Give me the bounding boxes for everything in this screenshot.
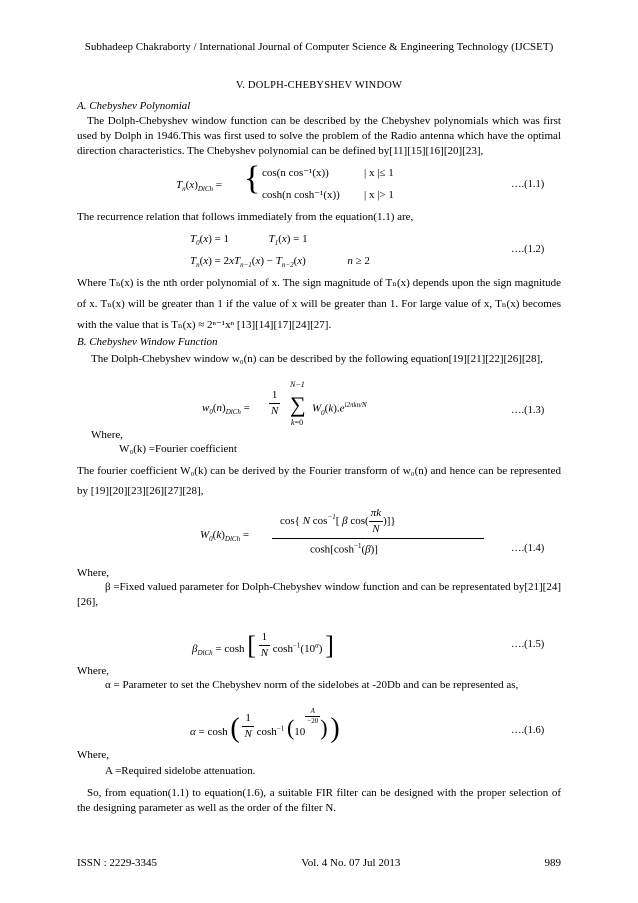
footer-volume: Vol. 4 No. 07 Jul 2013 xyxy=(301,857,401,869)
paper-page: Subhadeep Chakraborty / International Journal of Computer Science & Engineering Technology (IJCSET) V. DOLPH-CHEBYSHEV WINDOW A. Chebyshev Polynomial The Dolph-Chebyshev window function can be described by the Chebyshev polynomials which was first used by Dolph in 1946.This was first used to solve the problem of the Radio antenna which have the optimal direction characteristics. The Chebyshev polynomial can be defined by[11][15][16][20][23], $T_n(x)_{DlCh}$ = { cos(n cos⁻¹(x)) | x |≤ 1 cosh(n cosh⁻¹(x)) | x |> 1 ….(1.1) The recurrence relation that follows immediately from the equation(1.1) are, $T_0(x) = 1$ $T_1(x) = 1$ $T_n(x) = 2xT_{n-1}(x) - T_{n-2}(x) n \ge 2$ ….(1.2) Where Tₙ(x) is the nth order polynomial of x. The sign magnitude of Tₙ(x) depends upon the sign magnitude of x. Tₙ(x) will be greater than 1 if the value of x will be greater than 1. For large value of x, Tₙ(x) becomes with the value that is Tₙ(x) ≈ 2ⁿ⁻¹xⁿ [13][14][17][24][27]. B. Chebyshev Window Function The Dolph-Chebyshev window w₀(n) can be described by the following equation[19][21][22][26][28], $w_0(n)_{DlCh}$ = $\frac{1}{N}$ N−1 ∑ k=0 $W_0(k).e^{i2\pi kn/N}$ ….(1.3) Where, W₀(k) =Fourier coefficient The fourier coefficient W₀(k) can be derived by the Fourier transform of w₀(n) and hence can be represented by [19][20][23][26][27][28], $W_0(k)_{DlCh}$ = cos{ N $\cos^{-1}$[ β cos( $\frac{\pi k}{N}$ )]} $\cosh[\cosh^{-1}(\beta)]$ ….(1.4) Where, β =Fixed valued parameter for Dolph-Chebyshev window function and can be representated by[21][24][26], $\beta_{DlCh} = \cosh$ [ $\frac{1}{N}$ $\cosh^{-1}(10^\alpha)$ ] ….(1.5) Where, α = Parameter to set the Chebyshev norm of the sidelobes at -20Db and can be represented as, α = cosh ( $\frac{1}{N}$ $\cosh^{-1} (10$ $^{\frac{A}{-20}}$ ) ) ….(1.6) Where, A =Required sidelobe attenuation. So, from equation(1.1) to equation(1.6), a suitable FIR filter can be designed with the proper selection of the designing parameter as well as the order of the filter N. ISSN : 2229-3345 Vol. 4 No. 07 Jul 2013 989 xyxy=(0,0,638,903)
where-label-5: Where, xyxy=(77,749,110,761)
eq11-case2: cosh(n cosh⁻¹(x)) xyxy=(262,189,340,201)
paragraph-b: The Dolph-Chebyshev window w₀(n) can be described by the following equation[19][21][22][26][28], xyxy=(91,353,543,365)
footer-issn: ISSN : 2229-3345 xyxy=(77,857,158,869)
alpha-definition: α = Parameter to set the Chebyshev norm of the sidelobes at -20Db and can be represented as, xyxy=(105,679,519,691)
eq11-cond1: | x |≤ 1 xyxy=(364,167,394,179)
eq-number-1-4: ….(1.4) xyxy=(511,543,545,554)
equation-1-2-line2: $T_n(x) = 2xT_{n-1}(x) - T_{n-2}(x) n \ge 2$ xyxy=(190,255,370,270)
conclusion-paragraph: So, from equation(1.1) to equation(1.6), a suitable FIR filter can be designed with the proper selection of the designing parameter as well as the order of the filter N. xyxy=(77,787,561,814)
eq-number-1-3: ….(1.3) xyxy=(511,405,545,416)
paragraph-a: The Dolph-Chebyshev window function can be described by the Chebyshev polynomials which was first used by Dolph in 1946.This was first used to solve the problem of the Radio antenna which have the optimal direction characteristics. The Chebyshev polynomial can be defined by[11][15][16][20][23], xyxy=(77,115,561,157)
where-label-2: Where, xyxy=(91,429,124,441)
equation-1-3: $w_0(n)_{DlCh}$ = $\frac{1}{N}$ N−1 ∑ k=0 $W_0(k).e^{i2\pi kn/N}$ xyxy=(202,380,367,427)
eq-number-1-2: ….(1.2) xyxy=(511,244,545,255)
eq11-case1: cos(n cos⁻¹(x)) xyxy=(262,167,329,179)
page-footer xyxy=(77,856,561,871)
subsection-a-title: A. Chebyshev Polynomial xyxy=(77,100,191,112)
eq-number-1-1: ….(1.1) xyxy=(511,179,545,190)
where-paragraph-1: Where Tₙ(x) is the nth order polynomial of x. The sign magnitude of Tₙ(x) depends upon the sign magnitude of x. Tₙ(x) will be greater than 1 if the value of x will be greater than 1. For large value of x, Tₙ(x) becomes with the value that is Tₙ(x) ≈ 2ⁿ⁻¹xⁿ [13][14][17][24][27]. xyxy=(77,277,561,331)
attenuation-definition: A =Required sidelobe attenuation. xyxy=(105,765,256,777)
recurrence-text: The recurrence relation that follows immediately from the equation(1.1) are, xyxy=(77,211,414,223)
eq-number-1-5: ….(1.5) xyxy=(511,639,545,650)
equation-1-4: $W_0(k)_{DlCh}$ = cos{ N $\cos^{-1}$[ β cos( $\frac{\pi k}{N}$ )]} $\cosh[\cosh^{-1}(\beta)]$ xyxy=(200,500,440,560)
equation-1-6: α = cosh ( $\frac{1}{N}$ $\cosh^{-1} (10$ $^{\frac{A}{-20}}$ ) ) xyxy=(190,706,340,744)
beta-definition: β =Fixed valued parameter for Dolph-Chebyshev window function and can be representated by[21][24][26], xyxy=(77,581,561,608)
equation-1-2-line1: $T_0(x) = 1$ $T_1(x) = 1$ xyxy=(190,233,308,248)
section-title: V. DOLPH-CHEBYSHEV WINDOW xyxy=(235,80,403,91)
where-label-3: Where, xyxy=(77,567,110,579)
where-label-4: Where, xyxy=(77,665,110,677)
footer-page-number: 989 xyxy=(544,857,561,869)
equation-1-5: $\beta_{DlCh} = \cosh$ [ $\frac{1}{N}$ $\cosh^{-1}(10^\alpha)$ ] xyxy=(192,631,334,660)
eq11-cond2: | x |> 1 xyxy=(364,189,394,201)
running-header: Subhadeep Chakraborty / International Journal of Computer Science & Engineering Technology (IJCSET) xyxy=(84,41,554,53)
fourier-coefficient-definition: W₀(k) =Fourier coefficient xyxy=(119,443,237,455)
subsection-b-title: B. Chebyshev Window Function xyxy=(77,336,218,348)
eq-number-1-6: ….(1.6) xyxy=(511,725,545,736)
paragraph-c: The fourier coefficient W₀(k) can be derived by the Fourier transform of w₀(n) and hence can be represented by [19][20][23][26][27][28], xyxy=(77,465,561,497)
